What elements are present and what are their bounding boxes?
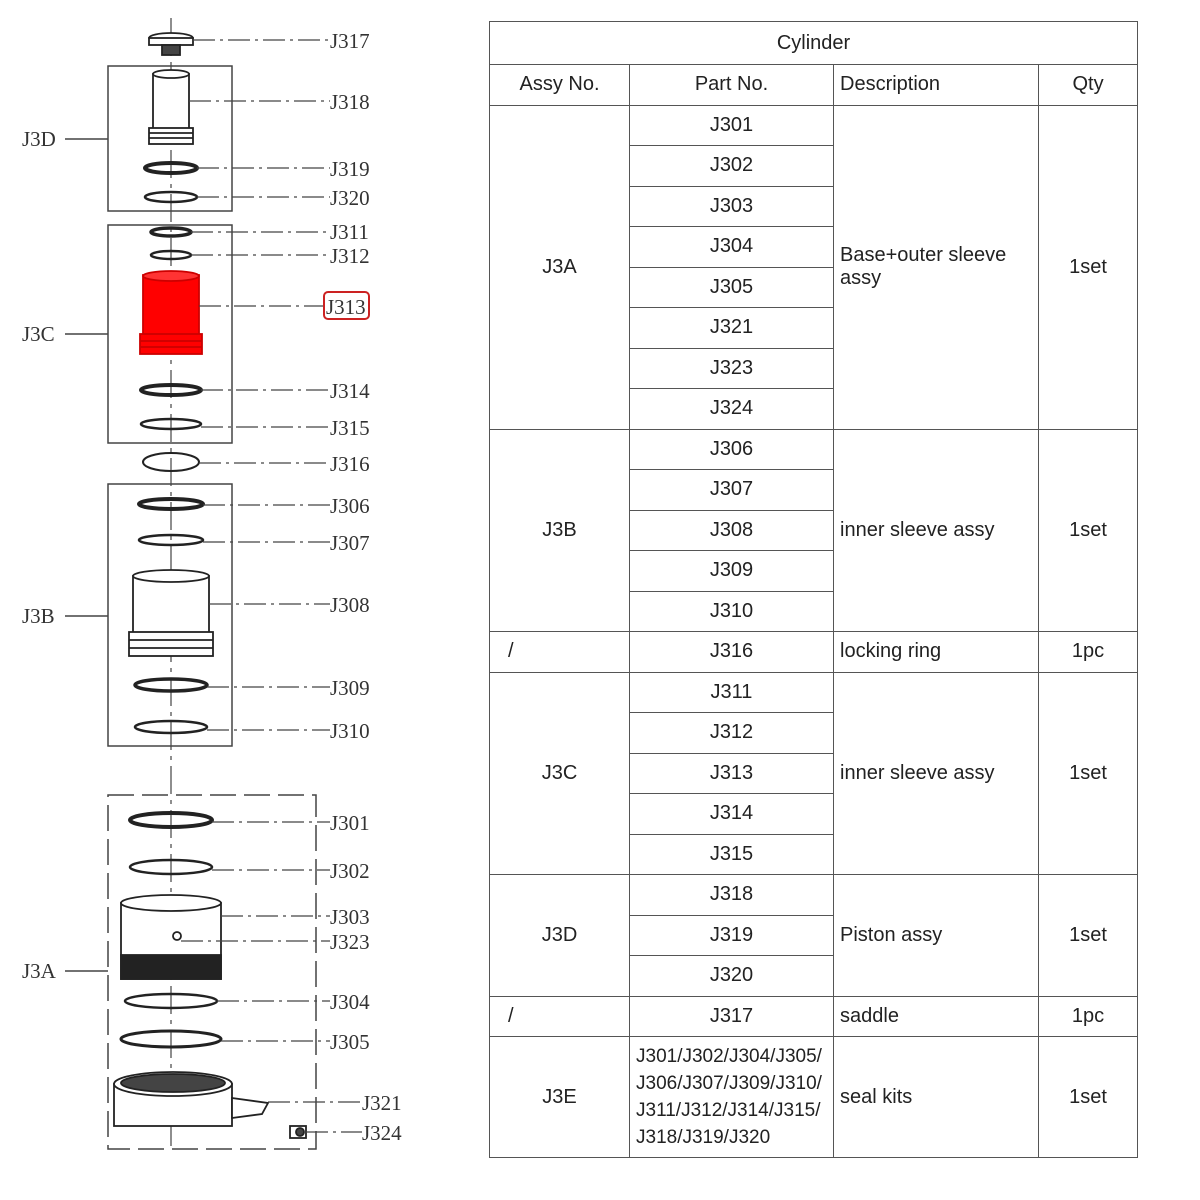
callout-j321: J321 [362, 1091, 402, 1115]
callout-j311: J311 [330, 220, 369, 244]
callout-j307: J307 [330, 531, 370, 555]
part-cell: J315 [630, 834, 834, 875]
parts [114, 33, 306, 1138]
callout-j323: J323 [330, 930, 370, 954]
callout-j308: J308 [330, 593, 370, 617]
assy-cell: J3A [490, 105, 630, 429]
part-cell: J317 [630, 996, 834, 1037]
table-row [490, 672, 1138, 713]
part-cell: J307 [630, 470, 834, 511]
callout-j312: J312 [330, 244, 370, 268]
qty-cell: 1set [1039, 672, 1138, 875]
part-j323-plug [173, 932, 181, 940]
assy-cell: / [490, 996, 630, 1037]
group-label-j3b: J3B [22, 604, 55, 628]
callout-j319: J319 [330, 157, 370, 181]
header-description: Description [834, 65, 1039, 106]
group-label-j3c: J3C [22, 322, 55, 346]
part-cell: J316 [630, 632, 834, 673]
assy-cell: J3D [490, 875, 630, 997]
table-row [490, 632, 1138, 673]
callout-j314: J314 [330, 379, 370, 403]
qty-cell: 1set [1039, 875, 1138, 997]
part-j324-fitting [290, 1126, 306, 1138]
part-cell: J323 [630, 348, 834, 389]
callout-j313: J313 [326, 295, 366, 319]
callout-j316: J316 [330, 452, 370, 476]
description-cell: Base+outer sleeve assy [834, 105, 1039, 429]
part-j303-outer-sleeve [121, 895, 221, 979]
part-cell: J308 [630, 510, 834, 551]
assy-cell: J3C [490, 672, 630, 875]
part-cell: J301/J302/J304/J305/J306/J307/J309/J310/J311/J312/J314/J315/J318/J319/J320 [630, 1037, 834, 1158]
header-qty: Qty [1039, 65, 1138, 106]
callout-labels [324, 29, 402, 1145]
qty-cell: 1pc [1039, 996, 1138, 1037]
part-cell: J318 [630, 875, 834, 916]
description-cell: Piston assy [834, 875, 1039, 997]
part-cell: J305 [630, 267, 834, 308]
callout-j315: J315 [330, 416, 370, 440]
description-cell: locking ring [834, 632, 1039, 673]
part-cell: J324 [630, 389, 834, 430]
callout-j324: J324 [362, 1121, 402, 1145]
part-cell: J314 [630, 794, 834, 835]
part-cell: J304 [630, 227, 834, 268]
callout-j301: J301 [330, 811, 370, 835]
callout-j320: J320 [330, 186, 370, 210]
description-cell: seal kits [834, 1037, 1039, 1158]
table-row [490, 429, 1138, 470]
qty-cell: 1set [1039, 1037, 1138, 1158]
part-cell: J302 [630, 146, 834, 187]
part-cell: J319 [630, 915, 834, 956]
description-cell: inner sleeve assy [834, 672, 1039, 875]
table-row [490, 996, 1138, 1037]
group-label-j3d: J3D [22, 127, 56, 151]
group-label-leaders [65, 139, 108, 971]
part-cell: J303 [630, 186, 834, 227]
qty-cell: 1set [1039, 429, 1138, 632]
part-cell: J312 [630, 713, 834, 754]
part-cell: J301 [630, 105, 834, 146]
group-label-j3a: J3A [22, 959, 56, 983]
part-cell: J309 [630, 551, 834, 592]
description-cell: saddle [834, 996, 1039, 1037]
callout-j310: J310 [330, 719, 370, 743]
callout-j305: J305 [330, 1030, 370, 1054]
table-row [490, 875, 1138, 916]
part-j313-sleeve [140, 271, 202, 354]
assy-cell: / [490, 632, 630, 673]
callout-j309: J309 [330, 676, 370, 700]
description-cell: inner sleeve assy [834, 429, 1039, 632]
part-j321-base [114, 1072, 268, 1126]
table-body [490, 105, 1138, 1158]
part-j317-saddle [149, 33, 193, 55]
callout-j304: J304 [330, 990, 370, 1014]
assy-cell: J3E [490, 1037, 630, 1158]
part-cell: J310 [630, 591, 834, 632]
assy-cell: J3B [490, 429, 630, 632]
table-row [490, 1037, 1138, 1158]
header-assy-no: Assy No. [490, 65, 630, 106]
part-j308-inner-sleeve [129, 570, 213, 656]
parts-table [489, 21, 1138, 1158]
callout-j306: J306 [330, 494, 370, 518]
group-labels [22, 127, 57, 983]
callout-j303: J303 [330, 905, 370, 929]
exploded-parts-diagram [0, 0, 470, 1200]
qty-cell: 1set [1039, 105, 1138, 429]
qty-cell: 1pc [1039, 632, 1138, 673]
part-cell: J306 [630, 429, 834, 470]
callout-j317: J317 [330, 29, 370, 53]
part-cell: J321 [630, 308, 834, 349]
callout-j318: J318 [330, 90, 370, 114]
part-j318-piston [149, 70, 193, 144]
table-row [490, 105, 1138, 146]
callout-j302: J302 [330, 859, 370, 883]
table-title: Cylinder [490, 22, 1138, 65]
part-cell: J320 [630, 956, 834, 997]
header-part-no: Part No. [630, 65, 834, 106]
part-cell: J313 [630, 753, 834, 794]
part-cell: J311 [630, 672, 834, 713]
